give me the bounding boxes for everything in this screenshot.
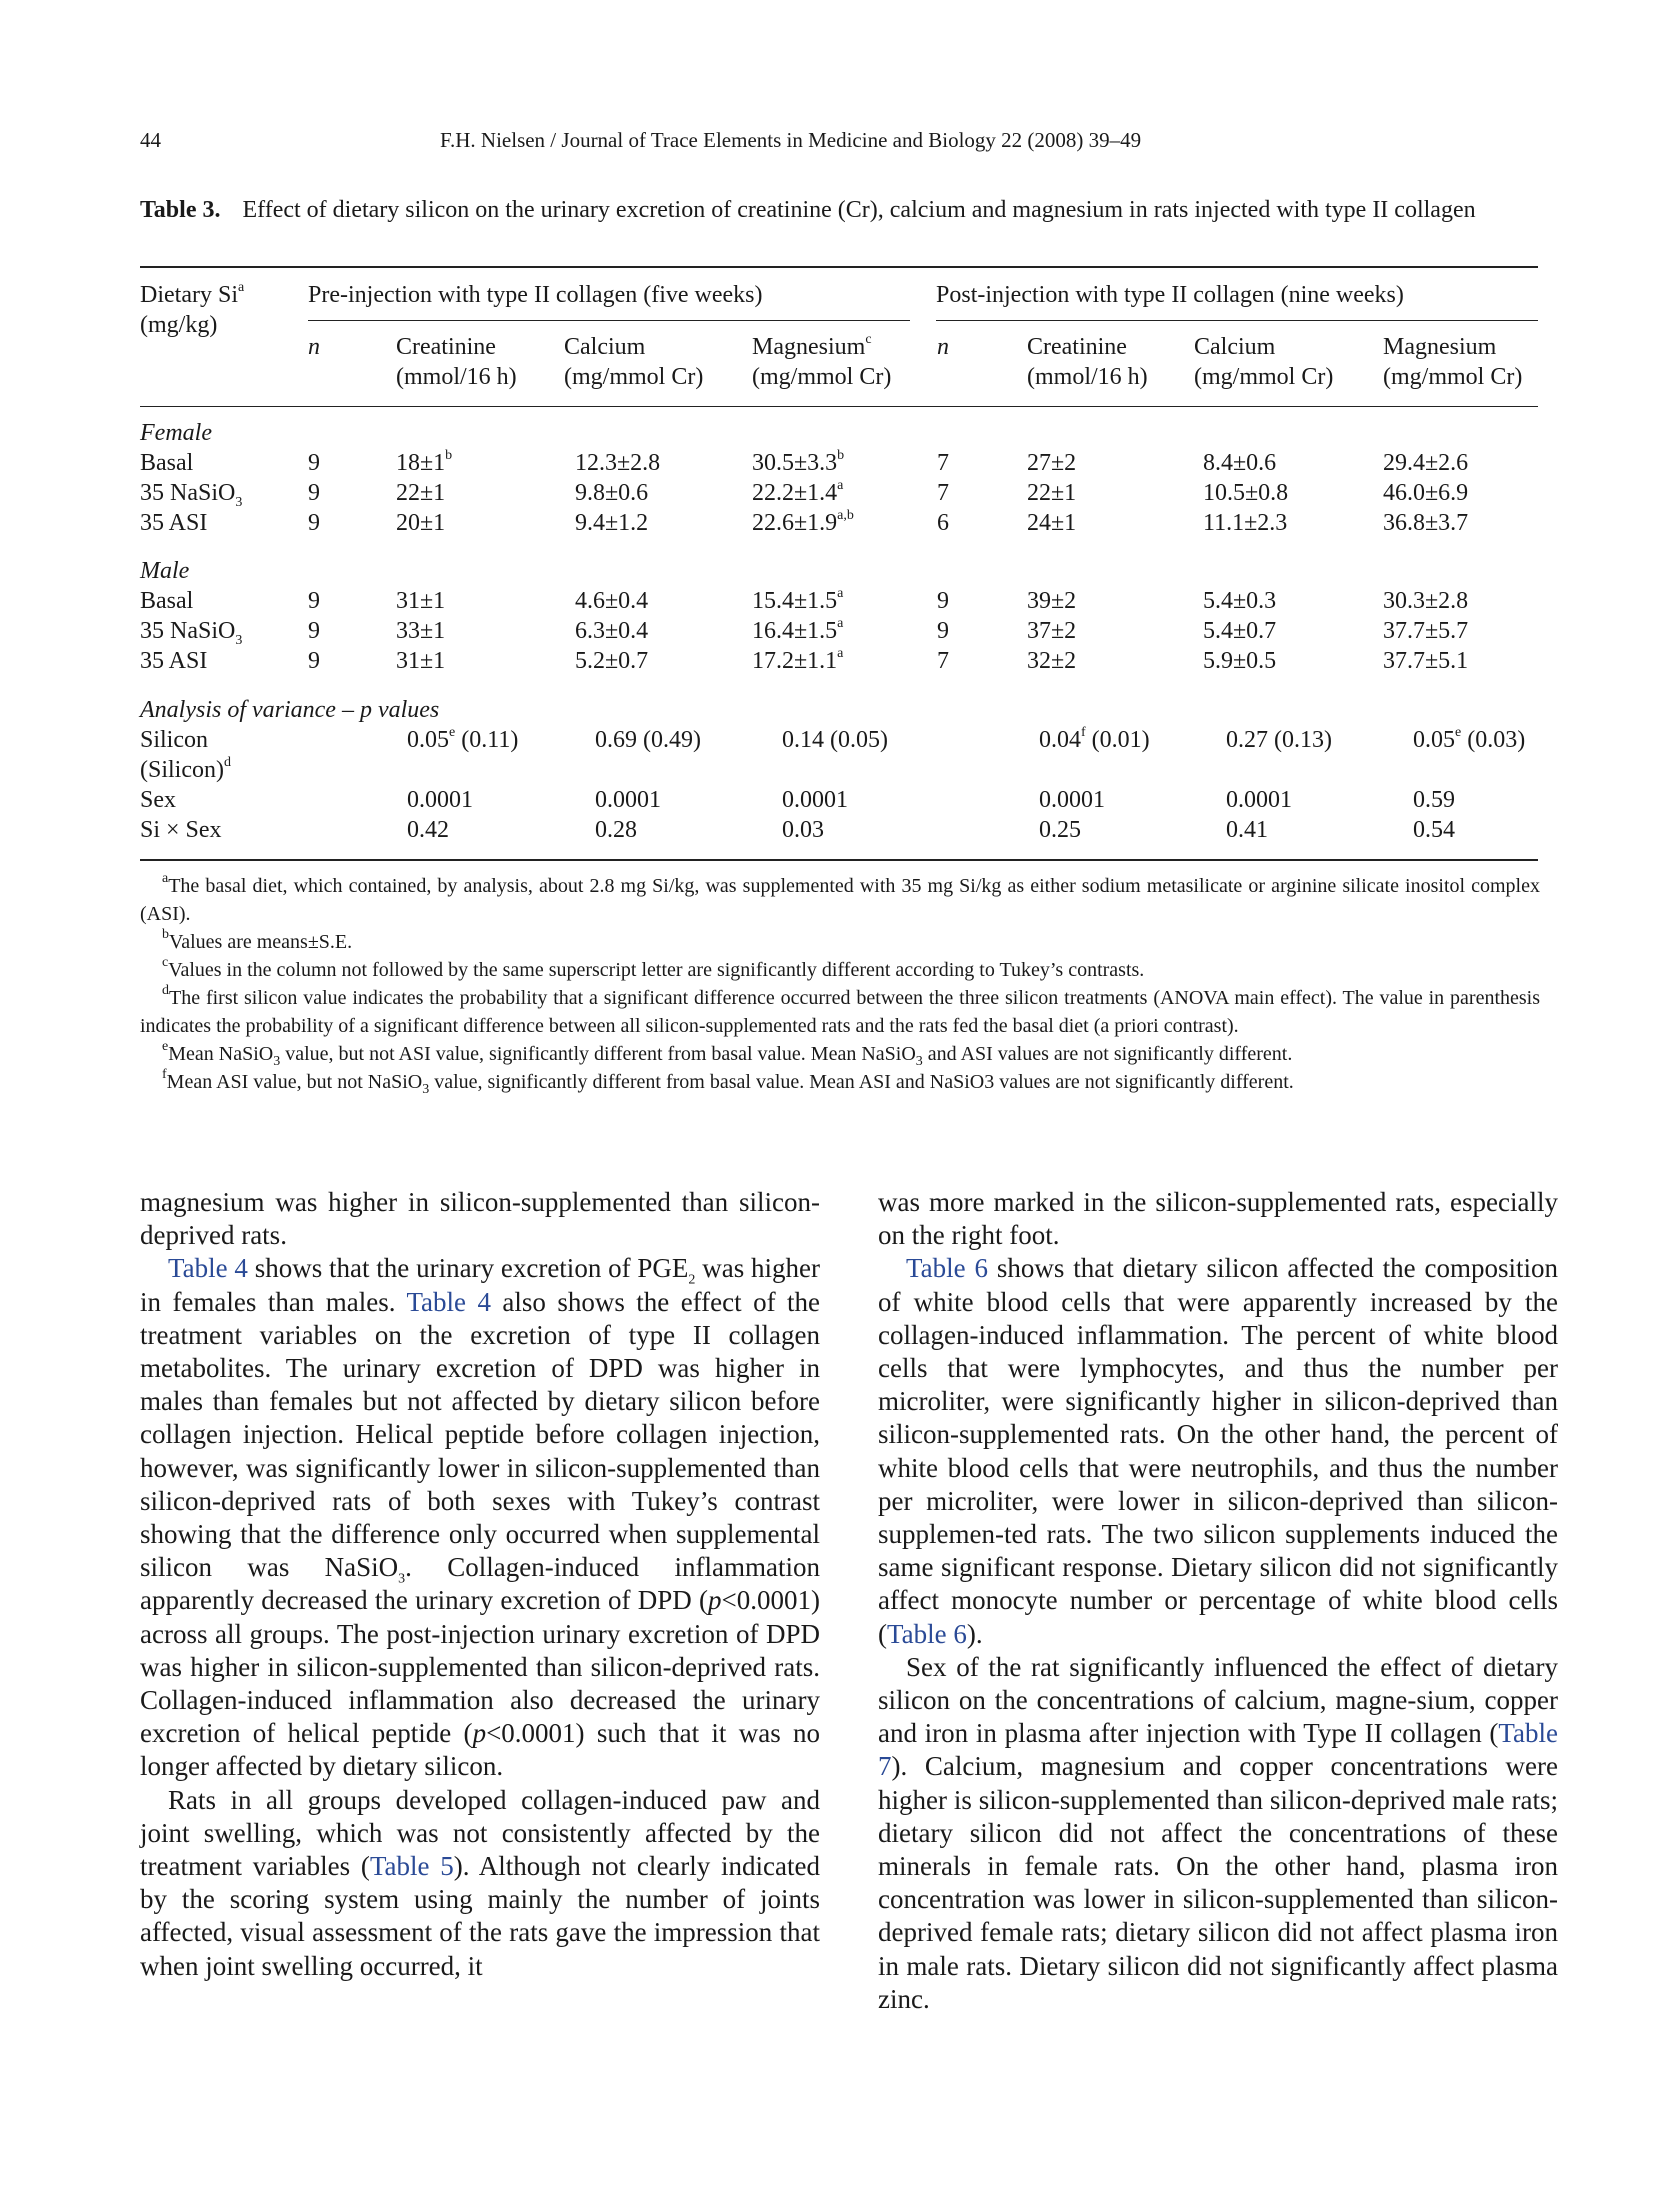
page-number: 44 — [140, 128, 161, 152]
anova-sixsex-label: Si × Sex — [140, 817, 222, 843]
col-calcium-pre: Calcium — [564, 334, 646, 360]
cell-creatinine-post: 32±2 — [1027, 648, 1077, 674]
footnote-f: $^f$Mean ASI value, but not NaSiO$_3$ value, significantly different from basal value. Mean ASI and NaSiO3 values are not significantly different. — [162, 1067, 1294, 1097]
col-n-post: n — [937, 334, 949, 360]
cell-magnesium-pre: 16.4±1.5$^a$ — [752, 616, 844, 644]
cell-magnesium-pre: 15.4±1.5$^a$ — [752, 586, 844, 614]
col-n-pre: n — [308, 334, 320, 360]
paragraph: Table 6 shows that dietary silicon affected the composition of white blood cells that were apparently increased by the collagen-induced inflammation. The percent of white blood cells that were lymphocytes, and thus the number per microliter, were significantly higher in silicon-deprived than silicon-supplemented rats. On the other hand, the percent of white blood cells that were neutrophils, and thus the number per microliter, were lower in silicon-deprived than silicon-supplemen-ted rats. The two silicon supplements induced the same significant response. Dietary silicon did not significantly affect monocyte number or percentage of white blood cells (Table 6). — [878, 1253, 1559, 1649]
table-bottom-rule — [140, 859, 1538, 861]
cell-creatinine-post: 22±1 — [1027, 480, 1077, 506]
footnote-b: $^b$Values are means±S.E. — [162, 927, 353, 953]
table-header-rule — [140, 406, 1538, 407]
table-4-link[interactable]: Table 4 — [406, 1286, 491, 1317]
cell-n-pre: 9 — [308, 480, 320, 506]
col-calcium-pre-unit: (mg/mmol Cr) — [564, 364, 704, 390]
table-4-link[interactable]: Table 4 — [168, 1253, 248, 1284]
table-6-link[interactable]: Table 6 — [887, 1618, 967, 1649]
cell-calcium-post: 5.4±0.7 — [1203, 618, 1277, 644]
anova-sex-cr-pre: 0.0001 — [407, 787, 473, 813]
col-magnesium-pre: Magnesium$^c$ — [752, 332, 872, 360]
group-female: Female — [140, 420, 212, 446]
cell-creatinine-pre: 22±1 — [396, 480, 446, 506]
col-dietary-unit: (mg/kg) — [140, 312, 218, 338]
col-creatinine-post-unit: (mmol/16 h) — [1027, 364, 1148, 390]
anova-silicon-paren-label: (Silicon)$^d$ — [140, 755, 231, 783]
cell-n-post: 7 — [937, 450, 949, 476]
anova-sixsex-ca-pre: 0.28 — [595, 817, 637, 843]
anova-silicon-ca-pre: 0.69 (0.49) — [595, 727, 701, 753]
anova-silicon-mg-pre: 0.14 (0.05) — [782, 727, 888, 753]
cell-creatinine-post: 24±1 — [1027, 510, 1077, 536]
right-column — [878, 1186, 1558, 2016]
left-column — [140, 1186, 820, 1983]
table-7-link[interactable]: Table 7 — [878, 1718, 1558, 1782]
cell-magnesium-post: 37.7±5.7 — [1383, 618, 1469, 644]
cell-creatinine-post: 39±2 — [1027, 588, 1077, 614]
cell-n-pre: 9 — [308, 510, 320, 536]
cell-n-pre: 9 — [308, 450, 320, 476]
footnote-e: $^e$Mean NaSiO$_3$ value, but not ASI value, significantly different from basal value. Mean NaSiO$_3$ and ASI values are not significantly different. — [162, 1039, 1293, 1069]
cell-n-post: 9 — [937, 618, 949, 644]
row-label: 35 ASI — [140, 510, 208, 536]
anova-sixsex-ca-post: 0.41 — [1226, 817, 1268, 843]
cell-n-post: 6 — [937, 510, 949, 536]
footnote-c: $^c$Values in the column not followed by the same superscript letter are significantly different according to Tukey’s contrasts. — [162, 955, 1145, 981]
anova-silicon-label: Silicon — [140, 727, 209, 753]
running-header: F.H. Nielsen / Journal of Trace Elements in Medicine and Biology 22 (2008) 39–49 — [440, 128, 1142, 152]
cell-n-post: 7 — [937, 648, 949, 674]
cell-n-post: 9 — [937, 588, 949, 614]
cell-creatinine-pre: 20±1 — [396, 510, 446, 536]
paragraph: Rats in all groups developed collagen-induced paw and joint swelling, which was not consistently affected by the treatment variables (Table 5). Although not clearly indicated by the scoring system using mainly the number of joints affected, visual assessment of the rats gave the impression that when joint swelling occurred, it — [140, 1784, 820, 1981]
cell-magnesium-pre: 30.5±3.3$^b$ — [752, 448, 845, 476]
col-creatinine-pre: Creatinine — [396, 334, 496, 360]
row-label: 35 NaSiO$_3$ — [140, 480, 243, 510]
cell-calcium-pre: 6.3±0.4 — [575, 618, 649, 644]
cell-calcium-pre: 9.4±1.2 — [575, 510, 649, 536]
footnote-a: $^a$The basal diet, which contained, by analysis, about 2.8 mg Si/kg, was supplemented with 35 mg Si/kg as either sodium metasilicate or arginine silicate inositol complex (ASI). — [140, 871, 1540, 925]
anova-sixsex-mg-pre: 0.03 — [782, 817, 824, 843]
cell-magnesium-pre: $22.6\pm 1.9^{a,b}$ — [752, 508, 854, 536]
footnote-d: $^d$The first silicon value indicates the probability that a significant difference occurred between the three silicon treatments (ANOVA main effect). The value in parenthesis indicates the probability of a significant difference between all silicon-supplemented rats and the rats fed the basal diet (a priori contrast). — [140, 983, 1540, 1037]
cell-n-pre: 9 — [308, 648, 320, 674]
cell-magnesium-post: 29.4±2.6 — [1383, 450, 1469, 476]
row-label: Basal — [140, 450, 194, 476]
anova-sex-mg-post: 0.59 — [1413, 787, 1455, 813]
anova-sex-ca-post: 0.0001 — [1226, 787, 1292, 813]
cell-creatinine-pre: 33±1 — [396, 618, 446, 644]
cell-calcium-pre: 4.6±0.4 — [575, 588, 649, 614]
cell-calcium-post: 5.4±0.3 — [1203, 588, 1277, 614]
post-injection-header: Post-injection with type II collagen (nine weeks) — [936, 282, 1404, 308]
anova-sex-mg-pre: 0.0001 — [782, 787, 848, 813]
post-header-rule — [936, 320, 1538, 321]
pre-injection-header: Pre-injection with type II collagen (five weeks) — [308, 282, 763, 308]
group-male: Male — [140, 558, 190, 584]
cell-magnesium-post: 37.7±5.1 — [1383, 648, 1469, 674]
table-footnotes — [140, 872, 1540, 1096]
cell-creatinine-pre: $18\pm 1^b$ — [396, 448, 453, 476]
row-label: 35 NaSiO$_3$ — [140, 618, 243, 648]
anova-sixsex-mg-post: 0.54 — [1413, 817, 1455, 843]
cell-creatinine-pre: 31±1 — [396, 648, 446, 674]
paragraph: Table 4 shows that the urinary excretion of $PGE_2$ was higher in females than males. Table 4 also shows the effect of the treatment variables on the excretion of type II collagen metabolites. The urinary excretion of DPD was higher in males than females but not affected by dietary silicon before collagen injection. Helical peptide before collagen injection, however, was significantly lower in silicon-supplemented than silicon-deprived rats of both sexes with Tukey’s contrast showing that the difference only occurred when supplemental silicon was NaSiO$_3$. Collagen-induced inflammation apparently decreased the urinary excretion of DPD (p<0.0001) across all groups. The post-injection urinary excretion of DPD was higher in silicon-supplemented than silicon-deprived rats. Collagen-induced inflammation also decreased the urinary excretion of helical peptide (p<0.0001) such that it was no longer affected by dietary silicon. — [140, 1253, 820, 1782]
anova-sixsex-cr-pre: 0.42 — [407, 817, 449, 843]
cell-calcium-pre: 12.3±2.8 — [575, 450, 661, 476]
anova-silicon-ca-post: 0.27 (0.13) — [1226, 727, 1332, 753]
table-label: Table 3. — [140, 197, 221, 223]
anova-silicon-cr-post: 0.04$^f$ (0.01) — [1039, 725, 1150, 753]
cell-creatinine-pre: 31±1 — [396, 588, 446, 614]
pre-header-rule — [308, 320, 910, 321]
cell-magnesium-post: 46.0±6.9 — [1383, 480, 1469, 506]
anova-silicon-cr-pre: 0.05e (0.11) — [407, 725, 519, 753]
cell-creatinine-post: 27±2 — [1027, 450, 1077, 476]
col-calcium-post: Calcium — [1194, 334, 1276, 360]
cell-calcium-post: 5.9±0.5 — [1203, 648, 1277, 674]
anova-silicon-mg-post: 0.05e (0.03) — [1413, 725, 1526, 753]
cell-creatinine-post: 37±2 — [1027, 618, 1077, 644]
col-creatinine-pre-unit: (mmol/16 h) — [396, 364, 517, 390]
col-calcium-post-unit: (mg/mmol Cr) — [1194, 364, 1334, 390]
cell-n-pre: 9 — [308, 588, 320, 614]
anova-sex-cr-post: 0.0001 — [1039, 787, 1105, 813]
cell-n-post: 7 — [937, 480, 949, 506]
cell-calcium-pre: 9.8±0.6 — [575, 480, 649, 506]
col-magnesium-pre-unit: (mg/mmol Cr) — [752, 364, 892, 390]
cell-magnesium-post: 30.3±2.8 — [1383, 588, 1469, 614]
cell-magnesium-pre: 17.2±1.1$^a$ — [752, 646, 844, 674]
table-6-link[interactable]: Table 6 — [906, 1253, 988, 1284]
cell-magnesium-post: 36.8±3.7 — [1383, 510, 1469, 536]
anova-sex-label: Sex — [140, 787, 176, 813]
anova-sex-ca-pre: 0.0001 — [595, 787, 661, 813]
table-caption-text: Effect of dietary silicon on the urinary excretion of creatinine (Cr), calcium and magnesium in rats injected with type II collagen — [242, 197, 1476, 223]
cell-calcium-post: 8.4±0.6 — [1203, 450, 1277, 476]
paragraph: was more marked in the silicon-supplemented rats, especially on the right foot. — [878, 1187, 1558, 1251]
col-magnesium-post-unit: (mg/mmol Cr) — [1383, 364, 1523, 390]
col-magnesium-post: Magnesium — [1383, 334, 1497, 360]
table-caption — [140, 194, 1540, 226]
paragraph: Sex of the rat significantly influenced the effect of dietary silicon on the concentrations of calcium, magne-sium, copper and iron in plasma after injection with Type II collagen (Table 7). Calcium, magnesium and copper concentrations were higher is silicon-supplemented than silicon-deprived male rats; dietary silicon did not affect the concentrations of these minerals in female rats. On the other hand, plasma iron concentration was lower in silicon-supplemented than silicon-deprived female rats; dietary silicon did not affect plasma iron in male rats. Dietary silicon did not significantly affect plasma zinc. — [878, 1651, 1558, 2014]
anova-sixsex-cr-post: 0.25 — [1039, 817, 1081, 843]
col-creatinine-post: Creatinine — [1027, 334, 1127, 360]
cell-calcium-post: 11.1±2.3 — [1203, 510, 1288, 536]
anova-title: Analysis of variance – p values — [140, 697, 440, 723]
table-5-link[interactable]: Table 5 — [369, 1851, 454, 1882]
paragraph: magnesium was higher in silicon-supplemented than silicon-deprived rats. — [140, 1187, 820, 1251]
cell-n-pre: 9 — [308, 618, 320, 644]
cell-calcium-post: 10.5±0.8 — [1203, 480, 1289, 506]
col-dietary-si: Dietary Si$^a$ — [140, 280, 245, 308]
row-label: Basal — [140, 588, 194, 614]
cell-magnesium-pre: 22.2±1.4$^a$ — [752, 478, 844, 506]
table-top-rule — [140, 266, 1538, 268]
row-label: 35 ASI — [140, 648, 208, 674]
cell-calcium-pre: 5.2±0.7 — [575, 648, 649, 674]
